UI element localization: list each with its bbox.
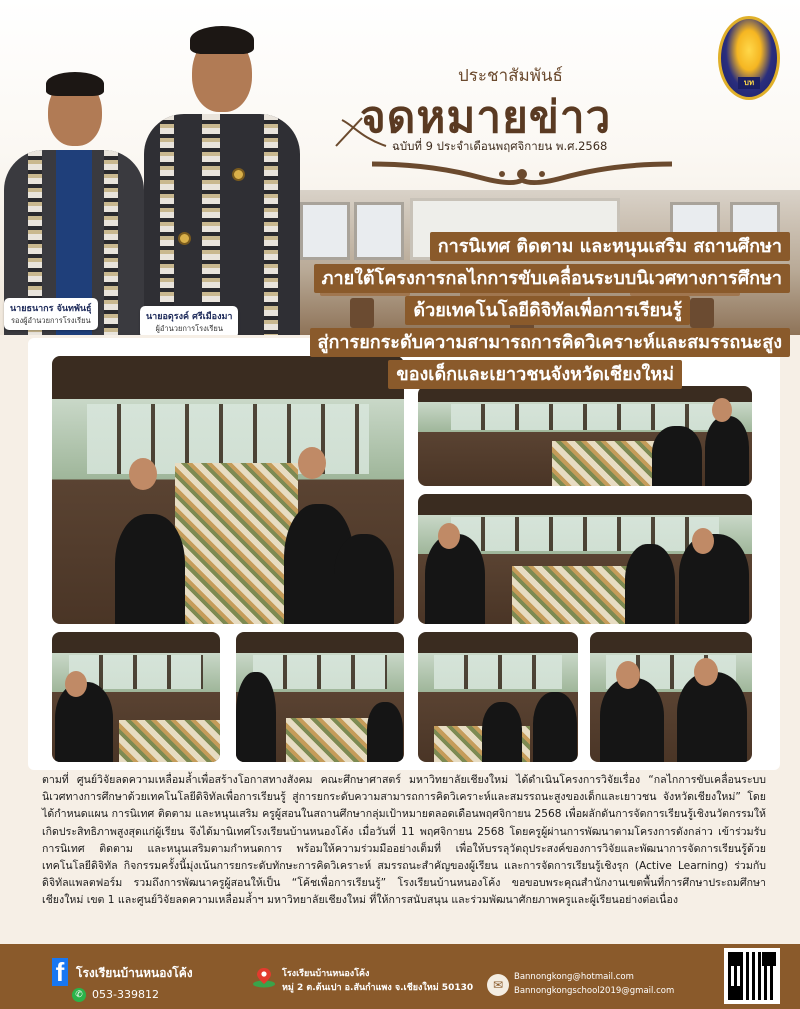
address-text: หมู่ 2 ต.ต้นเปา อ.สันกำแพง จ.เชียงใหม่ 50130 bbox=[282, 983, 474, 993]
address-school-name: โรงเรียนบ้านหนองโค้ง bbox=[282, 969, 370, 979]
deputy-director-photo bbox=[0, 70, 150, 335]
person-role: ผู้อำนวยการโรงเรียน bbox=[155, 324, 223, 333]
badge-icon bbox=[178, 232, 191, 245]
issue-line: ฉบับที่ 9 ประจำเดือนพฤศจิกายน พ.ศ.2568 bbox=[392, 139, 608, 153]
email-1[interactable]: Bannongkong@hotmail.com bbox=[514, 972, 634, 982]
newsletter-title: จดหมายข่าว bbox=[360, 92, 612, 143]
banner-line-1: การนิเทศ ติดตาม และหนุนเสริม สถานศึกษา bbox=[430, 232, 790, 261]
map-pin-icon bbox=[252, 966, 276, 988]
meeting-photo bbox=[418, 386, 752, 486]
badge-icon bbox=[232, 168, 245, 181]
meeting-photo bbox=[590, 632, 752, 762]
meeting-photo bbox=[418, 494, 752, 624]
decorative-x-icon bbox=[332, 112, 388, 152]
facebook-page-name[interactable]: โรงเรียนบ้านหนองโค้ง bbox=[76, 966, 193, 980]
logo-text: บท bbox=[738, 77, 760, 89]
phone-number: 053-339812 bbox=[92, 988, 159, 1001]
person-role: รองผู้อำนวยการโรงเรียน bbox=[10, 316, 91, 325]
name-tag-deputy bbox=[4, 298, 98, 330]
person-name: นายธนากร จันทพันธุ์ bbox=[10, 304, 92, 314]
banner-line-2: ภายใต้โครงการกลไกการขับเคลื่อนระบบนิเวศทางการศึกษา bbox=[314, 264, 790, 293]
meeting-photo bbox=[52, 356, 404, 624]
pr-label: ประชาสัมพันธ์ bbox=[458, 66, 563, 86]
header bbox=[0, 0, 800, 335]
photo-panel bbox=[28, 338, 780, 770]
decorative-curve-icon bbox=[372, 150, 672, 194]
qr-code[interactable] bbox=[724, 948, 780, 1004]
name-tag-director bbox=[140, 306, 238, 335]
article-paragraph: ตามที่ ศูนย์วิจัยลดความเหลื่อมล้ำเพื่อสร้างโอกาสทางสังคม คณะศึกษาศาสตร์ มหาวิทยาลัยเชียงใหม่ ได้ดำเนินโครงการวิจัยเรื่อง “กลไกการขับเคลื่อนระบบนิเวศทางการศึกษาด้วยเทคโนโลยีดิจิทัลเพื่อการเรียนรู้ สู่การยกระดับความสามารถการคิดวิเคราะห์และสมรรถนะสูงของเด็กและเยาวชน จังหวัดเชียงใหม่” โดยได้กำหนดแผน การนิเทศ ติดตาม และหนุนเสริม ครูผู้สอนในสถานศึกษากลุ่มเป้าหมายตลอดเดือนพฤศจิกายน 2568 เพื่อผลักดันการจัดการเรียนรู้เชิงนวัตกรรมให้เกิดประสิทธิภาพสูงสุดแก่ผู้เรียน จึงได้มานิเทศโรงเรียนบ้านหนองโค้ง เมื่อวันที่ 11 พฤศจิกายน 2568 โดยครูผู้ผ่านการพัฒนาตามโครงการดังกล่าว เข้าร่วมรับการนิเทศ ติดตาม และหนุนเสริมตามกำหนดการ พร้อมให้ความร่วมมืออย่างเต็มที่ เพื่อให้บรรลุวัตถุประสงค์ของการวิจัยและพัฒนาการจัดการเรียนรู้ด้วยเทคโนโลยีดิจิทัล กิจกรรมครั้งนี้มุ่งเน้นการยกระดับทักษะการคิดวิเคราะห์ สมรรถนะสำคัญของผู้เรียน และการจัดการเรียนรู้เชิงรุก (Active Learning) ร่วมกับดิจิทัลแพลตฟอร์ม รวมถึงการพัฒนาครูผู้สอนให้เป็น “โค้ชเพื่อการเรียนรู้” โรงเรียนบ้านหนองโค้ง ขอขอบพระคุณสำนักงานเขตพื้นที่การศึกษาประถมศึกษาเชียงใหม่ เขต 1 และศูนย์วิจัยลดความเหลื่อมล้ำฯ มหาวิทยาลัยเชียงใหม่ ที่ให้การสนับสนุน และร่วมพัฒนาศักยภาพครูและผู้เรียนอย่างต่อเนื่อง bbox=[42, 774, 766, 907]
meeting-photo bbox=[236, 632, 404, 762]
classroom-chair bbox=[690, 298, 714, 328]
meeting-photo bbox=[52, 632, 220, 762]
mail-icon: ✉ bbox=[487, 974, 509, 996]
classroom-window bbox=[300, 202, 350, 260]
phone-icon: ✆ bbox=[72, 988, 86, 1002]
person-name: นายอดุรงค์ ศรีเมืองมา bbox=[146, 312, 233, 322]
director-photo bbox=[140, 22, 305, 335]
banner-line-5: ของเด็กและเยาวชนจังหวัดเชียงใหม่ bbox=[388, 360, 682, 389]
school-logo bbox=[718, 16, 780, 100]
banner-line-4: สู่การยกระดับความสามารถการคิดวิเคราะห์และสมรรถนะสูง bbox=[310, 328, 790, 357]
meeting-photo bbox=[418, 632, 578, 762]
classroom-window bbox=[354, 202, 404, 260]
email-2[interactable]: Bannongkongschool2019@gmail.com bbox=[514, 986, 675, 996]
banner-line-3: ด้วยเทคโนโลยีดิจิทัลเพื่อการเรียนรู้ bbox=[405, 296, 690, 325]
facebook-icon[interactable]: f bbox=[52, 958, 68, 986]
classroom-chair bbox=[350, 298, 374, 328]
